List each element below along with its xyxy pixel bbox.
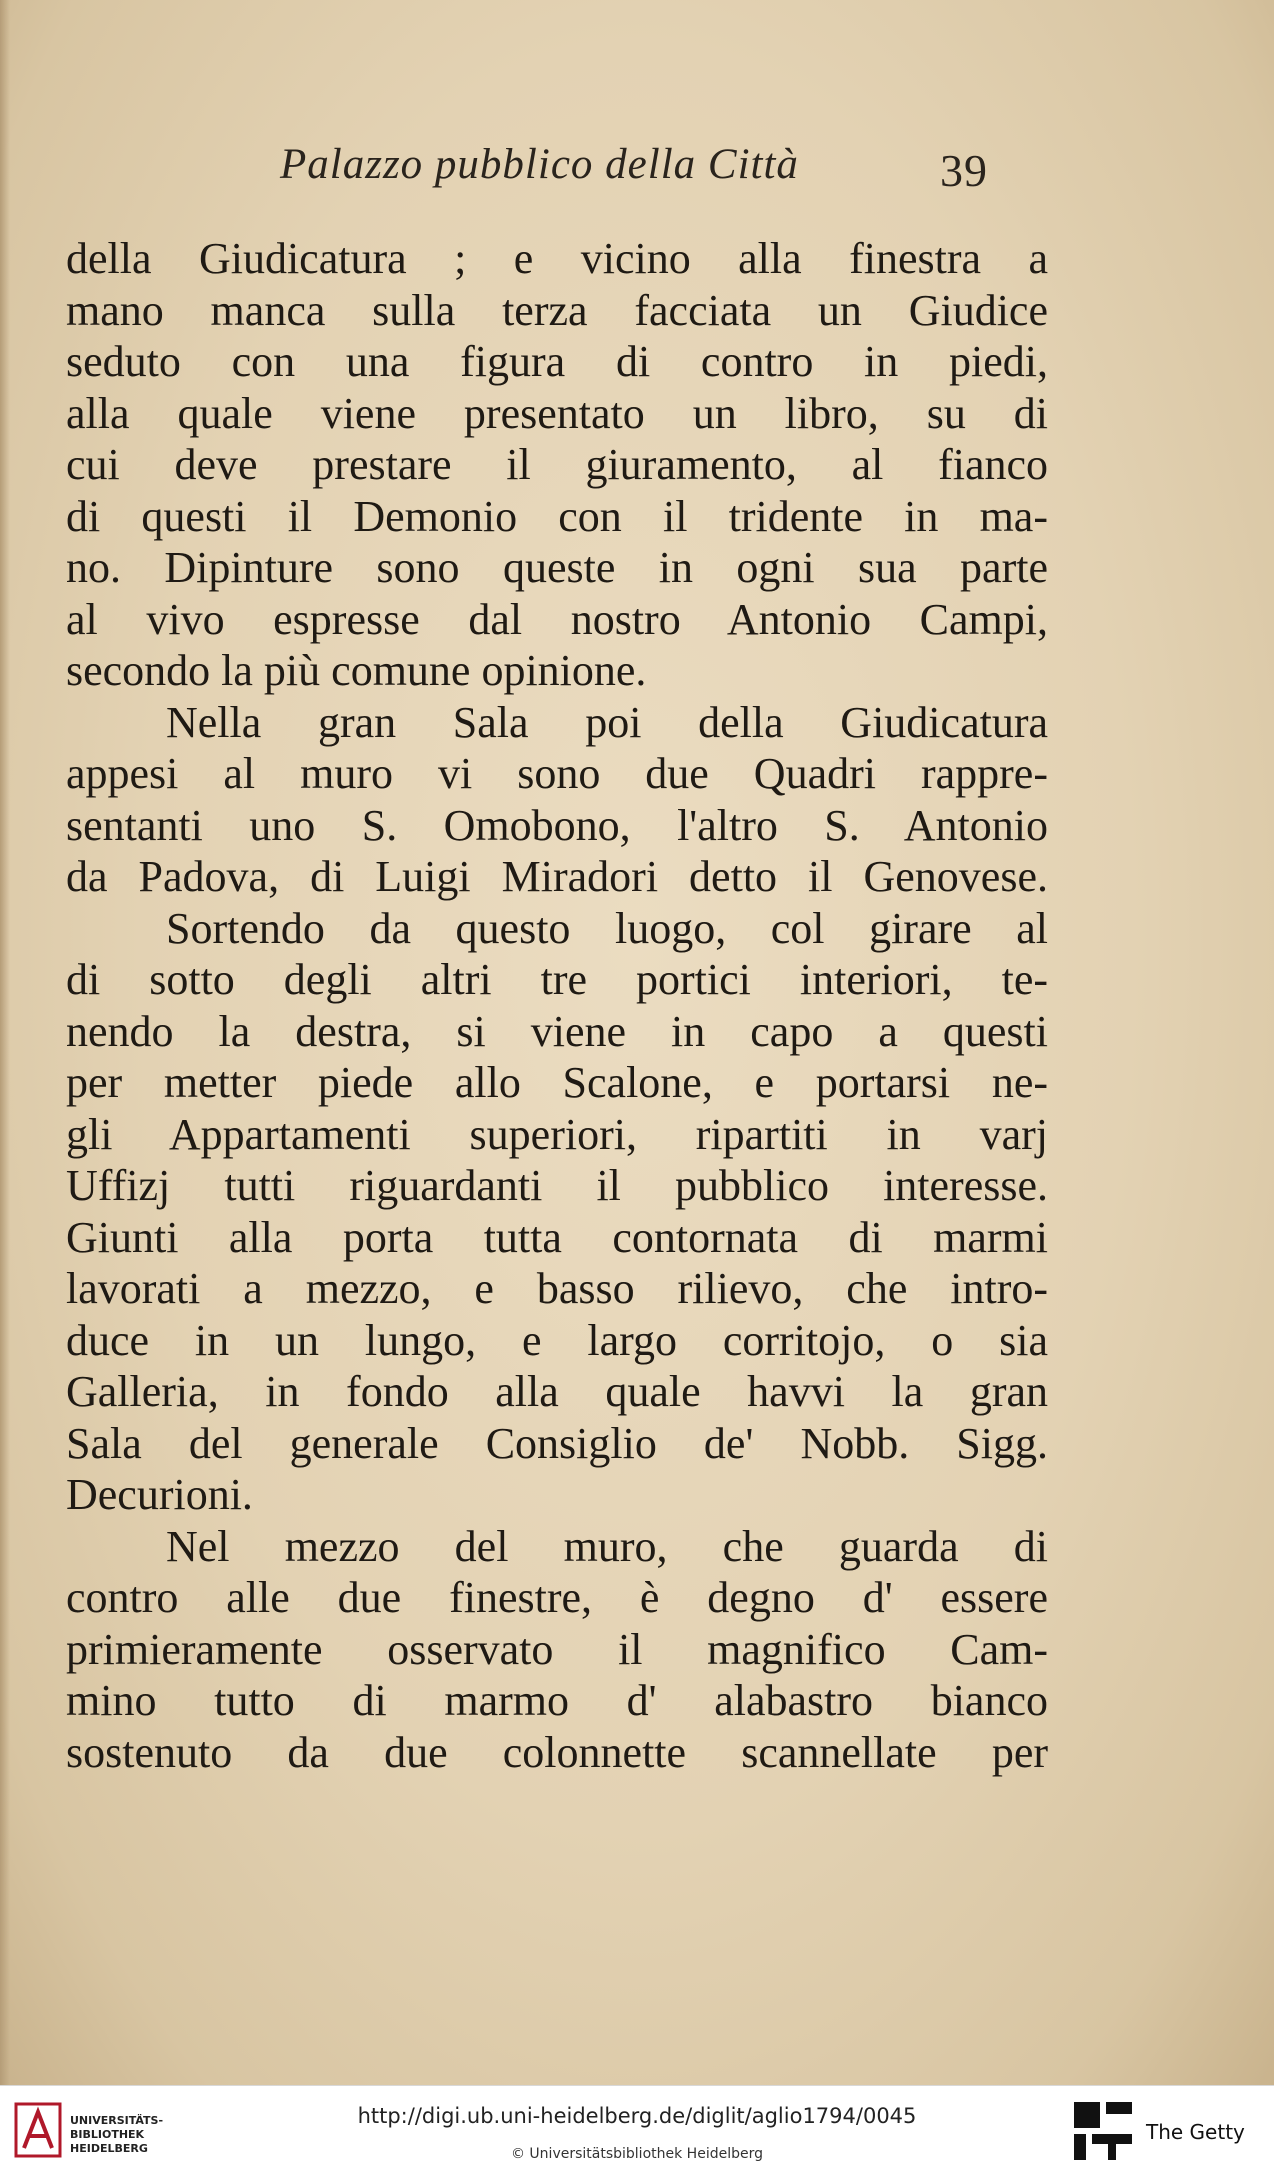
text-line: Uffizj tutti riguardanti il pubblico interesse. — [66, 1161, 1048, 1210]
library-name-line: BIBLIOTHEK — [70, 2128, 145, 2141]
text-line: alla quale viene presentato un libro, su di — [66, 388, 1048, 438]
text-line: lavorati a mezzo, e basso rilievo, che intro- — [66, 1264, 1048, 1313]
getty-mark-icon — [1072, 2100, 1136, 2164]
text-line: mano manca sulla terza facciata un Giudice — [66, 285, 1048, 335]
text-line: seduto con una figura di contro in piedi, — [66, 337, 1048, 386]
text-line: appesi al muro vi sono due Quadri rappre- — [66, 749, 1048, 798]
text-line: Sala del generale Consiglio de' Nobb. Sigg. — [66, 1418, 1048, 1468]
text-line: cui deve prestare il giuramento, al fianco — [66, 440, 1048, 489]
text-line: da Padova, di Luigi Miradori detto il Genovese. — [66, 852, 1048, 901]
text-line: Galleria, in fondo alla quale havvi la gran — [66, 1367, 1048, 1416]
text-line: duce in un lungo, e largo corritojo, o sia — [66, 1315, 1048, 1365]
library-name-line: UNIVERSITÄTS- — [70, 2114, 164, 2127]
running-header — [280, 140, 1040, 200]
text-line: Sortendo da questo luogo, col girare al — [166, 903, 1048, 953]
text-line: nendo la destra, si viene in capo a questi — [66, 1006, 1048, 1056]
text-line: Nel mezzo del muro, che guarda di — [166, 1521, 1048, 1571]
text-line: contro alle due finestre, è degno d' essere — [66, 1573, 1048, 1622]
body-text — [66, 233, 1048, 1778]
running-head-title: Palazzo pubblico della Città — [280, 141, 799, 188]
text-line: sentanti uno S. Omobono, l'altro S. Antonio — [66, 800, 1048, 850]
viewer-footer — [0, 2085, 1274, 2178]
getty-logo[interactable] — [1072, 2100, 1262, 2164]
text-line: secondo la più comune opinione. — [66, 646, 647, 695]
permalink-url[interactable]: http://digi.ub.uni-heidelberg.de/diglit/aglio1794/0045 — [357, 2104, 917, 2128]
copyright-notice: © Universitätsbibliothek Heidelberg — [510, 2146, 763, 2162]
text-line: della Giudicatura ; e vicino alla finestra a — [66, 234, 1048, 283]
text-line: no. Dipinture sono queste in ogni sua parte — [66, 543, 1048, 592]
getty-label: The Getty — [1146, 2120, 1245, 2144]
text-line: di questi il Demonio con il tridente in ma- — [66, 491, 1048, 541]
text-line: Decurioni. — [66, 1470, 253, 1519]
text-line: Nella gran Sala poi della Giudicatura — [166, 697, 1048, 747]
text-line: mino tutto di marmo d' alabastro bianco — [66, 1676, 1048, 1725]
text-line: per metter piede allo Scalone, e portarsi ne- — [66, 1058, 1048, 1107]
library-name-line: HEIDELBERG — [70, 2142, 148, 2155]
text-line: al vivo espresse dal nostro Antonio Campi, — [66, 594, 1048, 644]
text-line: Giunti alla porta tutta contornata di marmi — [66, 1212, 1048, 1262]
text-line: gli Appartamenti superiori, ripartiti in varj — [66, 1109, 1048, 1159]
page-edge-shadow — [0, 0, 10, 2085]
text-line: di sotto degli altri tre portici interiori, te- — [66, 955, 1048, 1004]
page-number: 39 — [940, 145, 988, 196]
text-line: sostenuto da due colonnette scannellate per — [66, 1727, 1048, 1777]
text-line: primieramente osservato il magnifico Cam- — [66, 1624, 1048, 1674]
